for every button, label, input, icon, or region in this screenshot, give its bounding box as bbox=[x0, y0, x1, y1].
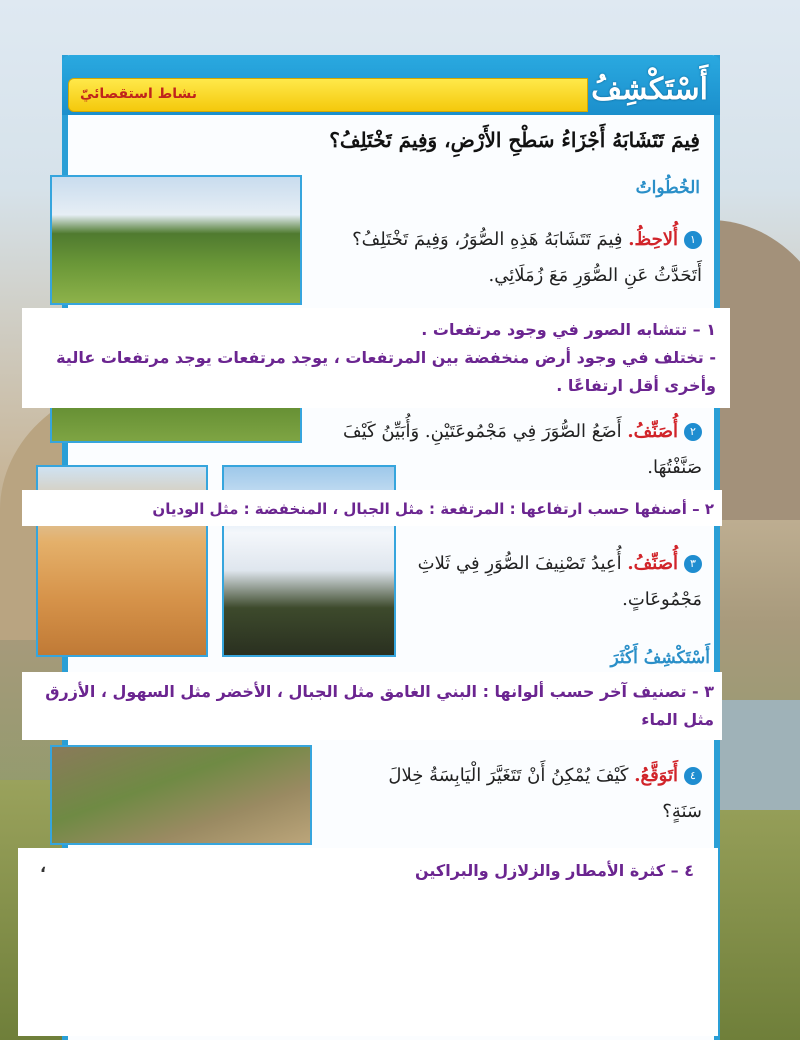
answer-4-mark: ، bbox=[40, 857, 47, 876]
answer-2: ٢ – أصنفها حسب ارتفاعها : المرتفعة : مثل الجبال ، المنخفضة : مثل الوديان bbox=[152, 500, 714, 518]
step-3 bbox=[402, 546, 702, 618]
background-lake bbox=[720, 700, 800, 810]
step-text: أُعِيدُ تَصْنِيفَ الصُّوَرِ فِي ثَلاثِ مَجْمُوعَاتٍ. bbox=[417, 553, 702, 610]
step-keyword: أُلاحِظُ. bbox=[628, 229, 678, 250]
step-2 bbox=[322, 414, 702, 486]
step-keyword: أَتَوَقَّعُ. bbox=[634, 765, 678, 786]
step-number: ١ bbox=[684, 231, 702, 249]
photo-grassland bbox=[50, 175, 302, 305]
answer-box-3 bbox=[22, 672, 722, 740]
step-keyword: أُصَنِّفُ. bbox=[627, 553, 678, 574]
answer-box-4 bbox=[18, 848, 718, 1036]
step-keyword: أُصَنِّفُ. bbox=[627, 421, 678, 442]
step-text: فِيمَ تَتَشَابَهُ هَذِهِ الصُّوَرُ، وَفِيمَ تَخْتَلِفُ؟ أَتَحَدَّثُ عَنِ الصُّوَرِ مَعَ زُمَلَائِي. bbox=[352, 229, 702, 286]
answer-box-1 bbox=[22, 308, 730, 408]
answer-4: ٤ – كثرة الأمطار والزلازل والبراكين bbox=[415, 861, 694, 880]
answer-box-2 bbox=[22, 490, 722, 526]
answer-1-line-1: ١ – تتشابه الصور في وجود مرتفعات . bbox=[421, 320, 716, 339]
step-4 bbox=[372, 758, 702, 830]
step-text: أَضَعُ الصُّوَرَ فِي مَجْمُوعَتَيْنِ. وَأُبَيِّنُ كَيْفَ صَنَّفْتُهَا. bbox=[343, 421, 702, 478]
page-title: أَسْتَكْشِفُ bbox=[591, 72, 708, 107]
step-number: ٤ bbox=[684, 767, 702, 785]
main-question: فِيمَ تَتَشَابَهُ أَجْزَاءُ سَطْحِ الأَرْضِ، وَفِيمَ تَخْتَلِفُ؟ bbox=[329, 128, 700, 152]
step-number: ٣ bbox=[684, 555, 702, 573]
answer-3: ٣ - تصنيف آخر حسب ألوانها : البني الغامق مثل الجبال ، الأخضر مثل السهول ، الأزرق مثل الماء bbox=[45, 682, 714, 729]
step-1 bbox=[322, 222, 702, 294]
answer-1-line-2: - تختلف في وجود أرض منخفضة بين المرتفعات ، يوجد مرتفعات يوجد مرتفعات عالية وأخرى أقل ارتفاعًا . bbox=[56, 348, 716, 395]
step-number: ٢ bbox=[684, 423, 702, 441]
explore-more-heading: أَسْتَكْشِفُ أَكْثَرَ bbox=[610, 648, 710, 668]
steps-heading: الخُطُواتُ bbox=[635, 178, 700, 198]
activity-label: نشاط استقصائيّ bbox=[80, 86, 198, 102]
photo-valley bbox=[50, 745, 312, 845]
step-text: كَيْفَ يُمْكِنُ أَنْ تَتَغَيَّرَ الْيَابِسَةُ خِلالَ سَنَةٍ؟ bbox=[388, 765, 702, 822]
